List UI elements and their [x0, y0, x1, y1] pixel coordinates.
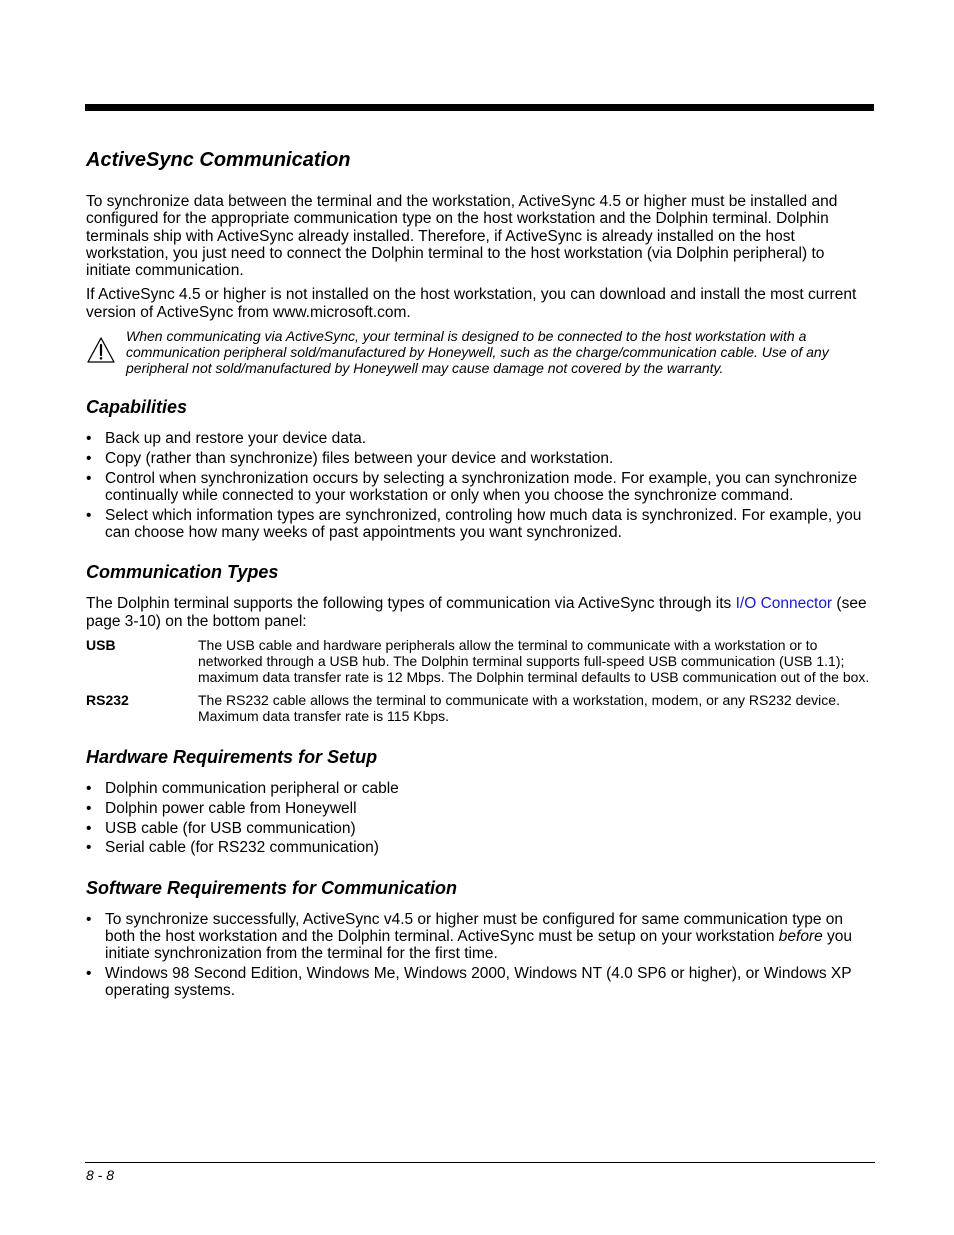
list-item: • Back up and restore your device data. — [86, 430, 367, 448]
list-item: • Copy (rather than synchronize) files between your device and workstation. — [86, 449, 614, 467]
caution-text: When communicating via ActiveSync, your terminal is designed to be connected to the host workstation with a communication peripheral sold/manufactured by Honeywell, such as the charge/communication cable. Use of any peripheral not sold/manufactured by Honeywell may cause damage not covered by the warranty. — [126, 328, 829, 377]
intro-paragraph-2: If ActiveSync 4.5 or higher is not installed on the host workstation, you can download and install the most current version of ActiveSync from www.microsoft.com. — [86, 286, 857, 321]
list-item: • Serial cable (for RS232 communication) — [86, 839, 379, 857]
capabilities-heading: Capabilities — [86, 397, 188, 418]
communication-types-heading: Communication Types — [86, 562, 279, 583]
list-item: • Windows 98 Second Edition, Windows Me, Windows 2000, Windows NT (4.0 SP6 or higher), or Windows XP operating systems. — [86, 965, 852, 1000]
page-number: 8 - 8 — [86, 1167, 115, 1183]
hardware-requirements-heading: Hardware Requirements for Setup — [86, 746, 378, 767]
comm-type-description: The USB cable and hardware peripherals allow the terminal to communicate with a workstation or to networked through a USB hub. The Dolphin terminal supports full-speed USB communication (USB 1.1); maximum data transfer rate is 12 Mbps. The Dolphin terminal defaults to USB communication out of the box. — [198, 636, 870, 685]
caution-triangle-icon — [86, 336, 116, 364]
caution-note — [86, 328, 870, 376]
communication-types-list — [86, 637, 870, 724]
list-item: • Select which information types are synchronized, controling how much data is synchronized. For example, you can choose how many weeks of past appointments you want synchronized. — [86, 506, 862, 542]
list-item: • Control when synchronization occurs by selecting a synchronization mode. For example, you can synchronize continually while connected to your workstation or only when you choose the synchronize command. — [86, 469, 858, 504]
comm-type-usb — [86, 637, 870, 685]
header-rule — [85, 104, 874, 111]
comm-type-rs232 — [86, 692, 870, 724]
page-title: ActiveSync Communication — [86, 149, 351, 171]
software-requirements-list — [86, 911, 870, 1000]
intro-paragraph-1: To synchronize data between the terminal and the workstation, ActiveSync 4.5 or higher must be installed and configured for the appropriate communication type on the host workstation and the Dolphin terminal. Dolphin terminals ship with ActiveSync already installed. Therefore, if ActiveSync is already installed on the host workstation, you just need to connect the Dolphin terminal to the host workstation (via Dolphin peripheral) to initiate communication. — [86, 193, 838, 280]
footer-rule — [85, 1162, 875, 1163]
comm-type-description: The RS232 cable allows the terminal to communicate with a workstation, modem, or any RS232 device. Maximum data transfer rate is 115 Kbps. — [198, 691, 840, 724]
communication-types-intro: The Dolphin terminal supports the following types of communication via ActiveSync through its I/O Connector (see page 3-10) on the bottom panel: — [86, 595, 867, 630]
list-item: • USB cable (for USB communication) — [86, 819, 356, 837]
io-connector-link[interactable]: I/O Connector — [735, 595, 833, 613]
software-requirements-heading: Software Requirements for Communication — [86, 877, 458, 898]
comm-type-term: RS232 — [86, 691, 129, 708]
hardware-requirements-list — [86, 780, 870, 857]
page-content — [86, 148, 870, 1020]
list-item: • Dolphin communication peripheral or cable — [86, 779, 399, 797]
list-item: • To synchronize successfully, ActiveSync v4.5 or higher must be configured for same communication type on both the host workstation and the Dolphin terminal. ActiveSync must be setup on your workstation before you initiate synchronization from the terminal for the first time. — [86, 910, 853, 963]
capabilities-list — [86, 430, 870, 541]
list-item: • Dolphin power cable from Honeywell — [86, 799, 357, 817]
comm-type-term: USB — [86, 636, 116, 653]
